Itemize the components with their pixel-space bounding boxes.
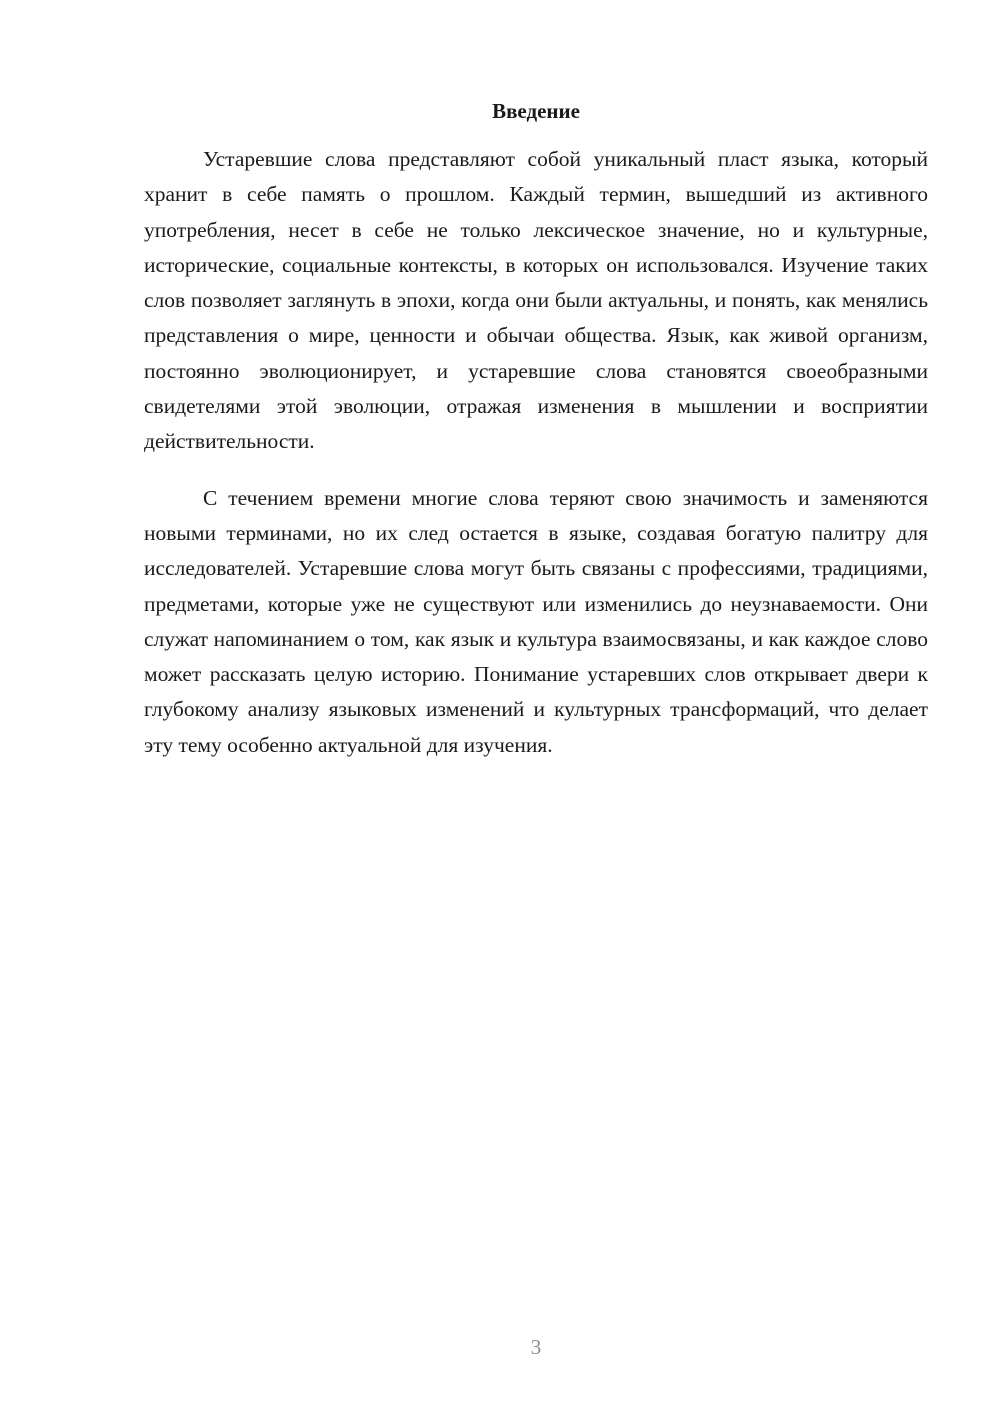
body-text xyxy=(144,142,928,763)
paragraph-2: С течением времени многие слова теряют свою значимость и заменяются новыми терминами, но их след остается в языке, создавая богатую палитру для исследователей. Устаревшие слова могут быть связаны с профессиями, традициями, предметами, которые уже не существуют или изменились до неузнаваемости. Они служат напоминанием о том, как язык и культура взаимосвязаны, и как каждое слово может рассказать целую историю. Понимание устаревших слов открывает двери к глубокому анализу языковых изменений и культурных трансформаций, что делает эту тему особенно актуальной для изучения. xyxy=(144,485,928,757)
page-number: 3 xyxy=(530,1335,542,1359)
section-heading: Введение xyxy=(492,99,580,123)
paragraph-1: Устаревшие слова представляют собой уникальный пласт языка, который хранит в себе память о прошлом. Каждый термин, вышедший из активного употребления, несет в себе не только лексическое значение, но и культурные, исторические, социальные контексты, в которых он использовался. Изучение таких слов позволяет заглянуть в эпохи, когда они были актуальны, и понять, как менялись представления о мире, ценности и обычаи общества. Язык, как живой организм, постоянно эволюционирует, и устаревшие слова становятся своеобразными свидетелями этой эволюции, отражая изменения в мышлении и восприятии действительности. xyxy=(144,147,928,454)
